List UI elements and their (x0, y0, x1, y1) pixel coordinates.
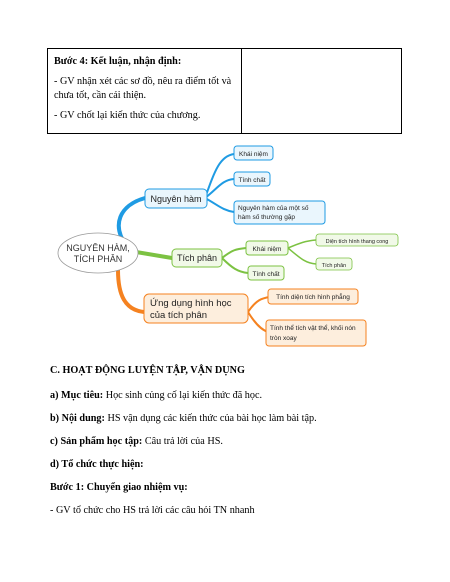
dien-tich-htc-label: Diện tích hình thang cong (325, 239, 389, 245)
the-tich-line1: Tính thể tích vật thể, khối nón (270, 325, 356, 332)
section-c-a (50, 389, 262, 402)
tich-phan-small-label: Tích phân (321, 263, 347, 269)
section-c-heading: C. HOẠT ĐỘNG LUYỆN TẬP, VẬN DỤNG (50, 365, 245, 376)
step4-line2: - GV chốt lại kiến thức của chương. (54, 110, 201, 121)
nh-thuong-gap-line1: Nguyên hàm của một số (238, 205, 309, 212)
green-sub-branch-2 (222, 258, 248, 273)
tp-khai-niem-label: Khái niệm (252, 246, 282, 253)
orange-sub-branch-1 (248, 297, 270, 312)
center-label-line2: TÍCH PHÂN (73, 254, 123, 264)
a-label: a) Mục tiêu: (50, 390, 104, 401)
ung-dung-line2: của tích phân (150, 310, 208, 321)
tich-phan-label: Tích phân (176, 253, 218, 263)
dien-tich-hp-label: Tính diện tích hình phẳng (276, 294, 350, 301)
tp-tinh-chat-label: Tính chất (252, 271, 280, 278)
step4-heading: Bước 4: Kết luận, nhận định: (54, 56, 182, 67)
nguyen-ham-label: Nguyên hàm (150, 194, 202, 204)
step4-line1b: chưa tốt, cần cải thiện. (54, 90, 147, 101)
the-tich-line2: tròn xoay (270, 335, 297, 342)
ung-dung-line1: Ứng dụng hình học (150, 298, 232, 309)
green-sub-branch-1 (222, 248, 246, 258)
c-label: c) Sản phẩm học tập: (50, 436, 143, 447)
c-text: Câu trả lời của HS. (142, 436, 223, 447)
nh-thuong-gap-line2: hàm số thường gặp (238, 214, 296, 221)
center-label-line1: NGUYÊN HÀM, (66, 243, 130, 253)
a-text: Học sinh củng cố lại kiến thức đã học. (103, 390, 263, 401)
step1-text: - GV tổ chức cho HS trả lời các câu hỏi TN nhanh (50, 505, 255, 516)
section-c-b (50, 412, 317, 425)
orange-main-branch (118, 270, 144, 312)
section-c-c (50, 435, 223, 448)
b-text: HS vận dụng các kiến thức của bài học làm bài tập. (104, 413, 317, 424)
center-node (58, 233, 138, 273)
section-c-d: d) Tổ chức thực hiện: (50, 459, 144, 470)
khai-niem-label: Khái niệm (239, 151, 268, 158)
step1-heading: Bước 1: Chuyển giao nhiệm vụ: (50, 482, 188, 493)
green-sub-branch-3 (288, 240, 316, 248)
green-main-branch (136, 252, 172, 258)
blue-sub-branch-1 (205, 154, 234, 198)
the-tich-node (266, 320, 366, 346)
tinh-chat-label: Tính chất (238, 177, 266, 184)
b-label: b) Nội dung: (50, 413, 105, 424)
step4-line1a: - GV nhận xét các sơ đồ, nêu ra điểm tốt và (54, 76, 232, 87)
green-sub-branch-4 (288, 248, 316, 264)
orange-sub-branch-2 (248, 312, 268, 332)
blue-sub-branch-3 (205, 198, 234, 212)
